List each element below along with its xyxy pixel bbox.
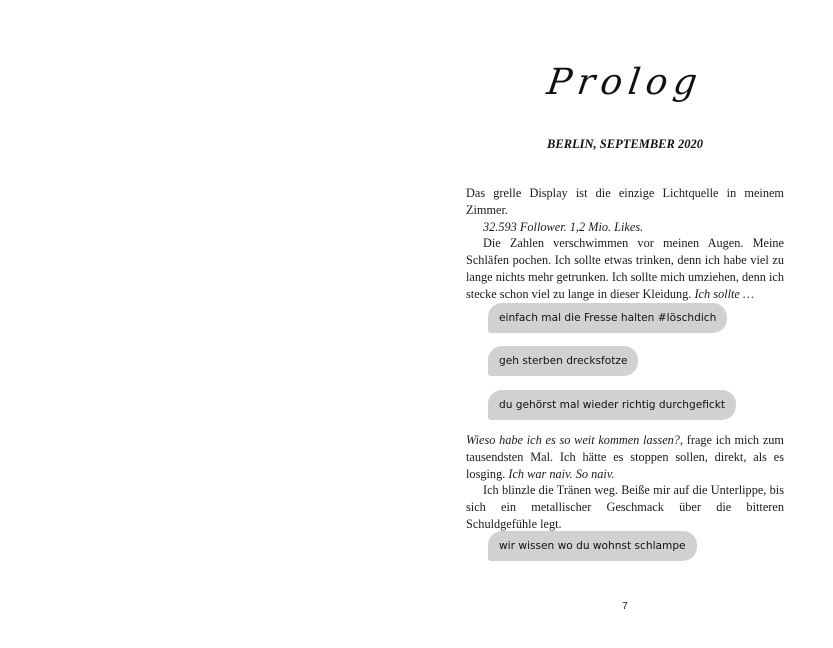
paragraph-numbers-text: Die Zahlen verschwimmen vor meinen Augen. Meine Schläfen pochen. Ich sollte etwas trinken, denn ich habe viel zu lange nichts mehr getrunken. Ich sollte mich umziehen, denn ich stecke schon viel zu lange in dieser Kleidung.	[466, 236, 784, 301]
paragraph-question	[466, 432, 784, 482]
message-bubble-3: du gehörst mal wieder richtig durchgefickt	[488, 390, 736, 420]
paragraph-question-text: , frage ich mich zum tausendsten Mal. Ich hätte es stoppen sollen, direkt, als es losging.	[466, 433, 784, 481]
left-page-blank	[0, 0, 416, 648]
opening-text	[466, 185, 784, 303]
chapter-title: Prolog	[544, 62, 706, 103]
paragraph-question-italic: Wieso habe ich es so weit kommen lassen?	[466, 433, 680, 447]
paragraph-numbers-italic: Ich sollte …	[694, 286, 754, 301]
follower-stats: 32.593 Follower. 1,2 Mio. Likes.	[483, 219, 644, 234]
message-bubble-2: geh sterben drecksfotze	[488, 346, 638, 376]
paragraph-stats	[466, 219, 784, 236]
paragraph-display: Das grelle Display ist die einzige Lichtquelle in meinem Zimmer.	[466, 186, 784, 217]
paragraph-numbers	[466, 235, 784, 302]
chapter-place-date: BERLIN, SEPTEMBER 2020	[547, 137, 703, 151]
middle-text	[466, 432, 784, 533]
message-bubble-1: einfach mal die Fresse halten #löschdich	[488, 303, 727, 333]
message-bubble-4: wir wissen wo du wohnst schlampe	[488, 531, 697, 561]
paragraph-tears: Ich blinzle die Tränen weg. Beiße mir auf die Unterlippe, bis sich ein metallischer Geschmack über die bitteren Schuldgefühle legt.	[466, 483, 784, 531]
paragraph-question-italic-end: Ich war naiv. So naiv.	[508, 466, 615, 481]
page-number: 7	[622, 601, 628, 612]
